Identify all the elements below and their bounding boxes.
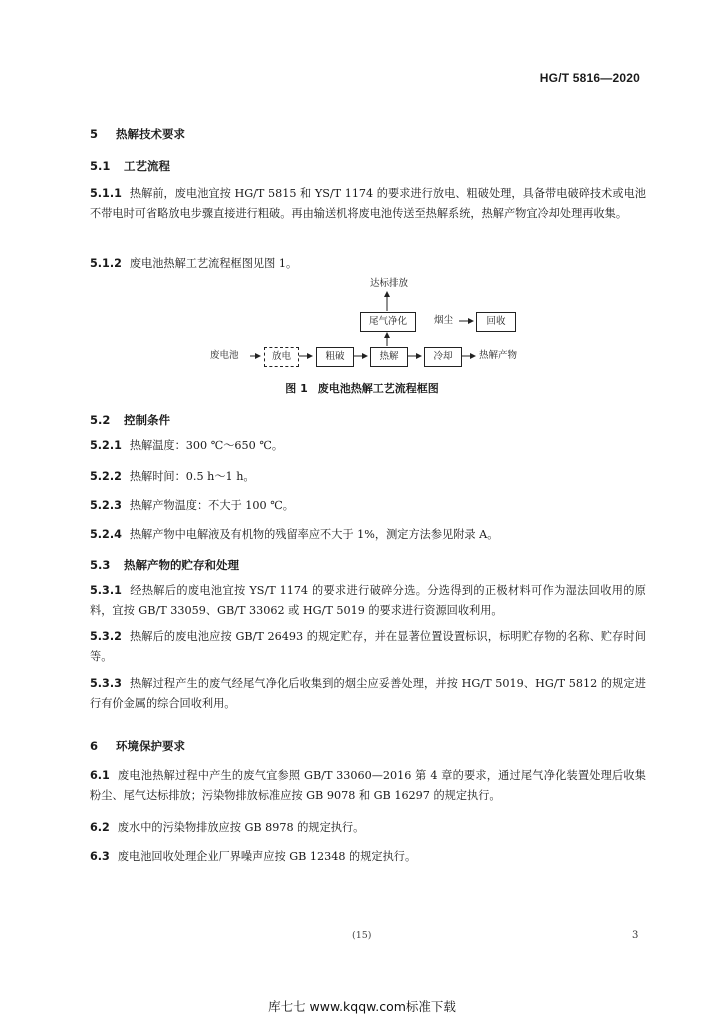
section-title: 工艺流程	[124, 159, 170, 173]
section-5-1-heading	[90, 158, 170, 174]
section-6-heading	[90, 738, 185, 754]
clause-6-2	[90, 818, 646, 838]
clause-number: 6.1	[90, 769, 110, 782]
clause-5-1-1	[90, 184, 646, 224]
section-number: 5.2	[90, 413, 111, 427]
standard-code: HG/T 5816—2020	[539, 71, 640, 85]
clause-text: 废电池热解过程中产生的废气宜参照 GB/T 33060—2016 第 4 章的要求，通过尾气净化装置处理后收集粉尘、尾气达标排放；污染物排放标准应按 GB 9078 和 GB 16297 的规定执行。	[90, 769, 646, 802]
clause-number: 5.1.1	[90, 187, 122, 200]
box-recovery: 回收	[476, 312, 516, 332]
clause-5-1-2	[90, 254, 646, 274]
figure-caption	[0, 380, 724, 396]
clause-5-3-2	[90, 627, 646, 667]
clause-number: 5.2.2	[90, 470, 122, 483]
clause-number: 5.2.4	[90, 528, 122, 541]
clause-number: 5.3.1	[90, 584, 122, 597]
figure-number: 图 1	[285, 382, 308, 395]
clause-6-3	[90, 847, 646, 867]
label-emission: 达标排放	[370, 278, 409, 289]
clause-text: 热解过程产生的废气经尾气净化后收集到的烟尘应妥善处理，并按 HG/T 5019、HG/T 5812 的规定进行有价金属的综合回收利用。	[90, 677, 646, 710]
section-title: 控制条件	[124, 413, 170, 427]
clause-number: 5.2.3	[90, 499, 122, 512]
section-title: 热解产物的贮存和处理	[124, 558, 239, 572]
label-waste-battery: 废电池	[210, 350, 239, 361]
clause-text: 热解产物中电解液及有机物的残留率应不大于 1%，测定方法参见附录 A。	[129, 528, 499, 541]
clause-number: 5.1.2	[90, 257, 122, 270]
section-5-heading	[90, 126, 185, 142]
section-5-3-heading	[90, 557, 239, 573]
section-title: 热解技术要求	[116, 127, 185, 141]
box-pyrolysis: 热解	[370, 347, 408, 367]
clause-text: 经热解后的废电池宜按 YS/T 1174 的要求进行破碎分选。分选得到的正极材料可作为湿法回收用的原料，宜按 GB/T 33059、GB/T 33062 或 HG/T 5019 的要求进行资源回收利用。	[90, 584, 646, 617]
label-product: 热解产物	[479, 350, 518, 361]
section-number: 6	[90, 739, 99, 753]
clause-text: 热解产物温度：不大于 100 ℃。	[129, 499, 294, 512]
box-discharge: 放电	[264, 347, 299, 367]
section-title: 环境保护要求	[116, 739, 185, 753]
clause-text: 废水中的污染物排放应按 GB 8978 的规定执行。	[117, 821, 365, 834]
clause-6-1	[90, 766, 646, 806]
footer-link[interactable]: 库七七 www.kqqw.com标准下载	[268, 999, 456, 1014]
section-number: 5.1	[90, 159, 111, 173]
box-crushing: 粗破	[316, 347, 354, 367]
clause-number: 5.3.2	[90, 630, 122, 643]
clause-5-2-3	[90, 496, 646, 516]
clause-5-2-4	[90, 525, 646, 545]
box-cooling: 冷却	[424, 347, 462, 367]
clause-text: 热解时间：0.5 h～1 h。	[129, 470, 255, 483]
clause-number: 6.2	[90, 821, 110, 834]
box-tail-gas: 尾气净化	[360, 312, 416, 332]
clause-text: 热解后的废电池应按 GB/T 26493 的规定贮存，并在显著位置设置标识，标明贮存物的名称、贮存时间等。	[90, 630, 646, 663]
clause-text: 废电池回收处理企业厂界噪声应按 GB 12348 的规定执行。	[117, 850, 417, 863]
clause-5-2-1	[90, 436, 646, 456]
clause-5-2-2	[90, 467, 646, 487]
page-number: 3	[632, 930, 639, 941]
section-number: 5.3	[90, 558, 111, 572]
clause-text: 热解前，废电池宜按 HG/T 5815 和 YS/T 1174 的要求进行放电、粗破处理，具备带电破碎技术或电池不带电时可省略放电步骤直接进行粗破。再由输送机将废电池传送至热解系统，热解产物宜冷却处理再收集。	[90, 187, 646, 220]
page-mark: (15)	[352, 930, 372, 941]
label-smoke-dust: 烟尘	[434, 315, 454, 326]
section-5-2-heading	[90, 412, 170, 428]
clause-text: 废电池热解工艺流程框图见图 1。	[129, 257, 298, 270]
pyrolysis-flow-diagram	[210, 276, 530, 374]
clause-5-3-1	[90, 581, 646, 621]
clause-number: 6.3	[90, 850, 110, 863]
clause-text: 热解温度：300 ℃～650 ℃。	[129, 439, 284, 452]
section-number: 5	[90, 127, 99, 141]
clause-number: 5.3.3	[90, 677, 122, 690]
figure-title: 废电池热解工艺流程框图	[317, 382, 439, 395]
clause-5-3-3	[90, 674, 646, 714]
clause-number: 5.2.1	[90, 439, 122, 452]
